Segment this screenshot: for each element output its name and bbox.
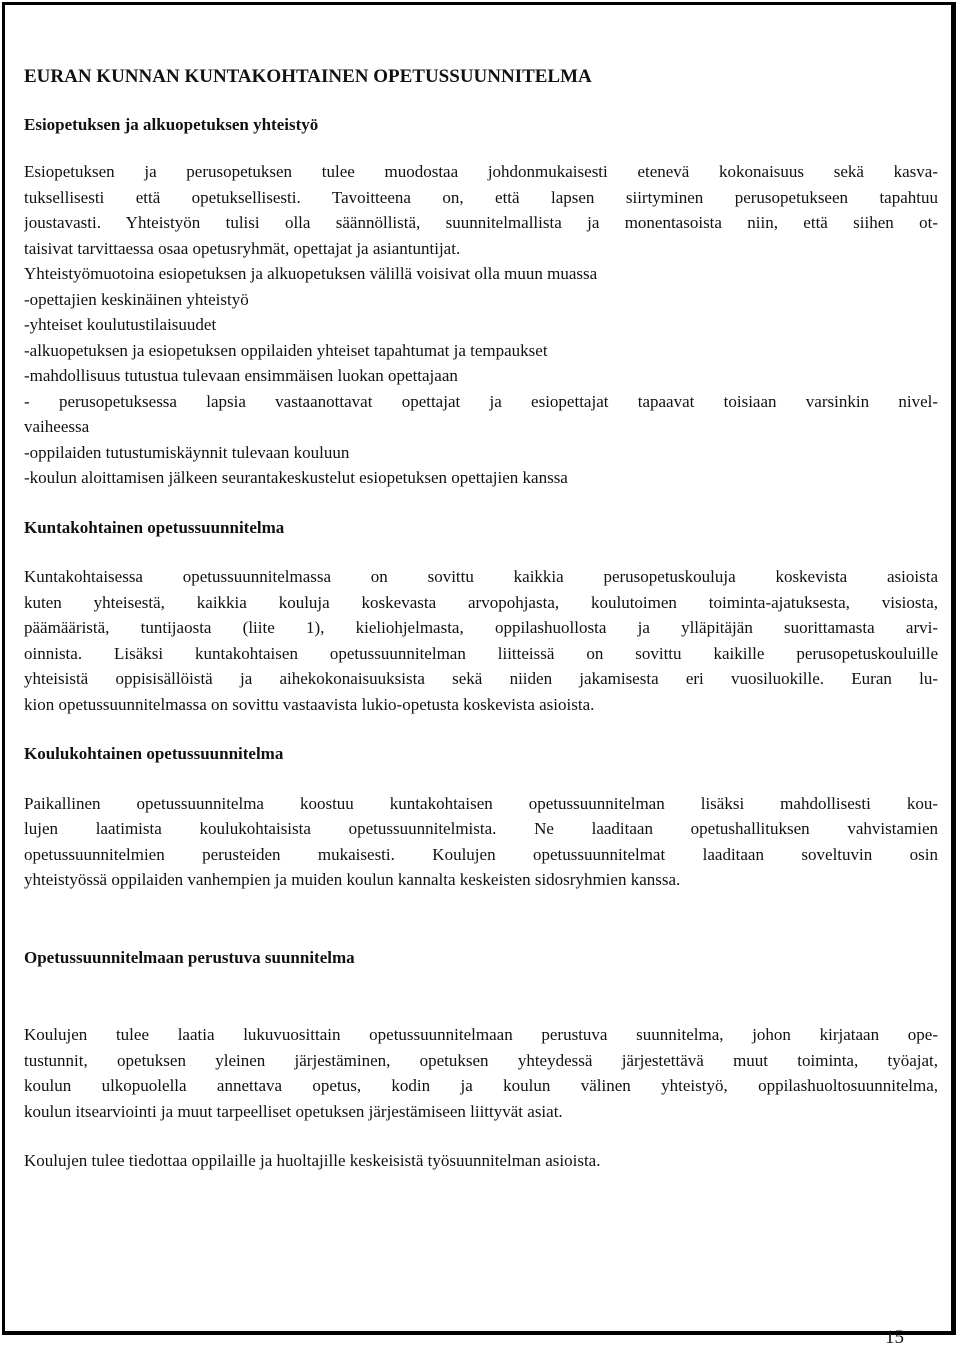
list-item: -oppilaiden tutustumiskäynnit tulevaan kouluun xyxy=(24,442,350,462)
paragraph-line: kion opetussuunnitelmassa on sovittu vastaavista lukio-opetusta koskevista asioista. xyxy=(24,694,595,714)
paragraph-line: tuksellisesti että opetuksellisesti. Tavoitteena on, että lapsen siirtyminen perusopetukseen tapahtuu xyxy=(24,187,938,207)
closing-paragraph: Koulujen tulee tiedottaa oppilaille ja huoltajille keskeisistä työsuunnitelman asioista. xyxy=(24,1151,601,1170)
paragraph-line: kuten yhteisestä, kaikkia kouluja koskevasta arvopohjasta, koulutoimen toiminta-ajatuksesta, visiosta, xyxy=(24,592,938,612)
paragraph-line: Yhteistyömuotoina esiopetuksen ja alkuopetuksen välillä voisivat olla muun muassa xyxy=(24,264,598,283)
list-item: -alkuopetuksen ja esiopetuksen oppilaiden yhteiset tapahtumat ja tempaukset xyxy=(24,340,548,360)
paragraph-line: koulun ulkopuolella annettava opetus, kodin ja koulun välinen yhteistyö, oppilashuoltosuunnitelma, xyxy=(24,1076,938,1095)
page-number: 15 xyxy=(885,1327,904,1348)
document-title: EURAN KUNNAN KUNTAKOHTAINEN OPETUSSUUNNITELMA xyxy=(24,66,592,87)
paragraph-line: joustavasti. Yhteistyön tulisi olla säännöllistä, suunnitelmallista ja monentasoista niin, että siihen ot- xyxy=(24,213,938,232)
section-heading-suunnitelma: Opetussuunnitelmaan perustuva suunnitelma xyxy=(24,947,355,967)
paragraph-line: Esiopetuksen ja perusopetuksen tulee muodostaa johdonmukaisesti etenevä kokonaisuus sekä kasva- xyxy=(24,162,938,181)
section-heading-esiopetus: Esiopetuksen ja alkuopetuksen yhteistyö xyxy=(24,114,319,134)
list-item: -mahdollisuus tutustua tulevaan ensimmäisen luokan opettajaan xyxy=(24,366,458,385)
list-item: -opettajien keskinäinen yhteistyö xyxy=(24,289,249,309)
paragraph-line: opetussuunnitelmien perusteiden mukaisesti. Koulujen opetussuunnitelmat laaditaan soveltuvin osin xyxy=(24,844,938,864)
list-item: -koulun aloittamisen jälkeen seurantakeskustelut esiopetuksen opettajien kanssa xyxy=(24,468,568,487)
paragraph-line: oinnista. Lisäksi kuntakohtaisen opetussuunnitelman liitteissä on sovittu kaikille perusopetuskouluille xyxy=(24,643,938,663)
paragraph-line: Koulujen tulee laatia lukuvuosittain opetussuunnitelmaan perustuva suunnitelma, johon kirjataan ope- xyxy=(24,1025,938,1044)
paragraph-line: tustunnit, opetuksen yleinen järjestäminen, opetuksen yhteydessä järjestettävä muut toiminta, työajat, xyxy=(24,1050,938,1070)
section-heading-kuntakohtainen: Kuntakohtainen opetussuunnitelma xyxy=(24,517,285,537)
paragraph-line: Paikallinen opetussuunnitelma koostuu kuntakohtaisen opetussuunnitelman lisäksi mahdollisesti kou- xyxy=(24,793,938,813)
list-item: - perusopetuksessa lapsia vastaanottavat opettajat ja esiopettajat tapaavat toisiaan varsinkin nivel- xyxy=(24,391,938,411)
list-item-continuation: vaiheessa xyxy=(24,417,90,436)
list-item: -yhteiset koulutustilaisuudet xyxy=(24,315,217,334)
document-body xyxy=(24,64,938,1174)
paragraph-line: lujen laatimista koulukohtaisista opetussuunnitelmista. Ne laaditaan opetushallituksen vahvistamien xyxy=(24,819,938,838)
paragraph-line: yhteisistä oppisisällöistä ja aihekokonaisuuksista sekä niiden jakamisesta eri vuosiluokille. Euran lu- xyxy=(24,669,938,688)
section-heading-koulukohtainen: Koulukohtainen opetussuunnitelma xyxy=(24,744,284,763)
paragraph-line: koulun itsearviointi ja muut tarpeelliset opetuksen järjestämiseen liittyvät asiat. xyxy=(24,1101,563,1121)
paragraph-line: Kuntakohtaisessa opetussuunnitelmassa on sovittu kaikkia perusopetuskouluja koskevista asioista xyxy=(24,567,938,586)
paragraph-line: yhteistyössä oppilaiden vanhempien ja muiden koulun kannalta keskeisten sidosryhmien kanssa. xyxy=(24,870,681,889)
paragraph-line: päämääristä, tuntijaosta (liite 1), kieliohjelmasta, oppilashuollosta ja ylläpitäjän suorittamasta arvi- xyxy=(24,618,938,637)
paragraph-line: taisivat tarvittaessa osaa opetusryhmät, opettajat ja asiantuntijat. xyxy=(24,238,461,258)
